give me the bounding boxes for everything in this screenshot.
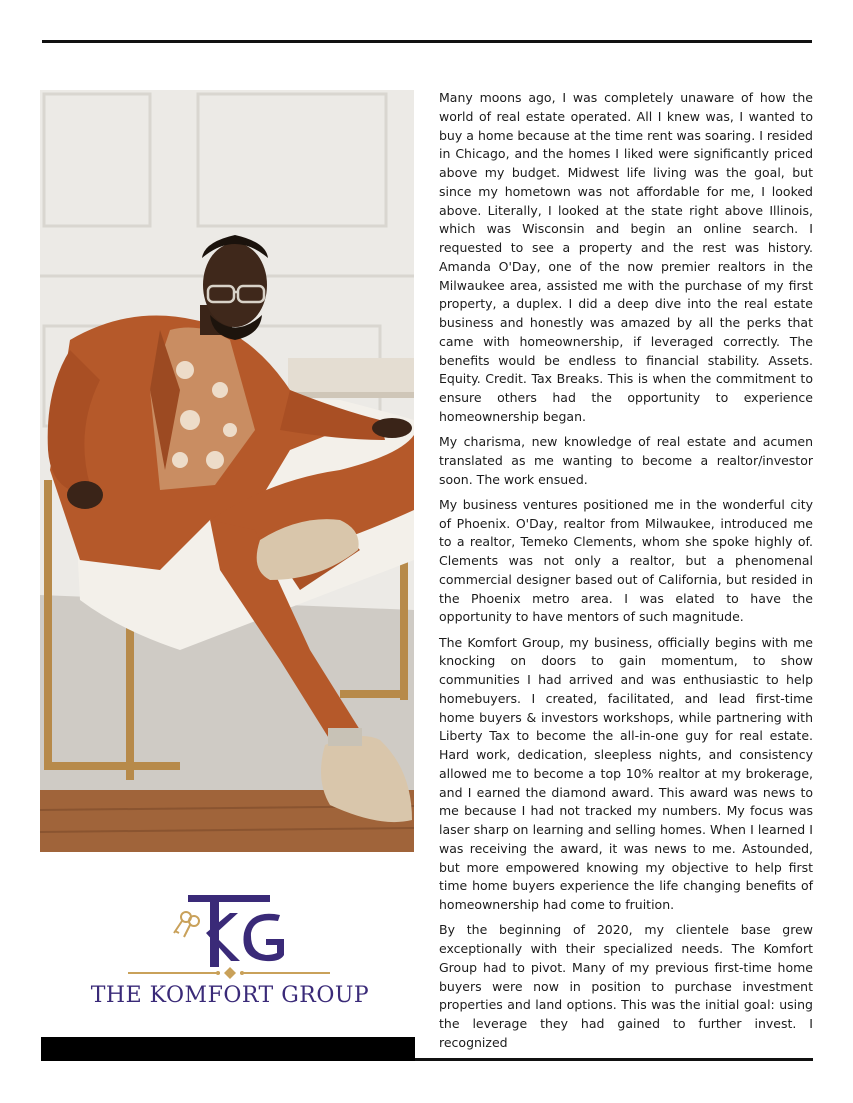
paragraph: The Komfort Group, my business, officially begins with me knocking on doors to gain momentum, to show communities I had arrived and was enthusiastic to help homebuyers. I created, facilitated, and lead first-time home buyers & investors workshops, while partnering with Liberty Tax to become the all-in-one guy for real estate. Hard work, dedication, sleepless nights, and consistency allowed me to become a top 10% realtor at my brokerage, and I earned the diamond award. This award was news to me because I had not tracked my numbers. My focus was laser sharp on learning and selling homes. When I learned I was receiving the award, it was news to me. Astounded, but more empowered knowing my objective to help first time home buyers experience the life changing benefits of homeownership had come to fruition. <box>439 634 813 912</box>
paragraph: Many moons ago, I was completely unaware of how the world of real estate operated. All I knew was, I wanted to buy a home because at the time rent was soaring. I resided in Chicago, and the homes I liked were significantly priced above my budget. Midwest life living was the goal, but since my hometown was not affordable for me, I looked above. Literally, I looked at the state right above Illinois, which was Wisconsin and begin an online search. I requested to see a property and the rest was history. Amanda O'Day, one of the now premier realtors in the Milwaukee area, assisted me with the purchase of my first property, a duplex. I did a deep dive into the real estate business and honestly was amazed by all the perks that came with homeownership, if leveraged correctly. The benefits would be endless to financial stability. Assets. Equity. Credit. Tax Breaks. This is when the commitment to ensure others had the opportunity to experience homeownership began. <box>439 90 813 424</box>
company-name: THE KOMFORT GROUP <box>90 983 370 1008</box>
article-body <box>439 89 813 1059</box>
paragraph: By the beginning of 2020, my clientele base grew exceptionally with their specialized needs. The Komfort Group had to pivot. Many of my previous first-time home buyers were now in position to purchase investment properties and land options. This was the initial goal: using the leverage they had gained to further invest. I recognized <box>439 922 813 1050</box>
paragraph: My business ventures positioned me in the wonderful city of Phoenix. O'Day, realtor from Milwaukee, introduced me to a realtor, Temeko Clements, whom she spoke highly of. Clements was not only a realtor, but a phenomenal commercial designer based out of California, but resided in the Phoenix metro area. I was elated to have the opportunity to have mentors of such magnitude. <box>439 496 813 625</box>
footer-rule <box>415 1058 813 1061</box>
portrait-illustration <box>40 90 414 852</box>
top-rule <box>42 40 812 43</box>
footer-black-bar <box>41 1037 415 1061</box>
company-logo <box>80 885 380 1015</box>
portrait-photo <box>40 90 414 852</box>
tkg-monogram-icon <box>80 885 380 985</box>
paragraph: My charisma, new knowledge of real estate and acumen translated as me wanting to become a realtor/investor soon. The work ensued. <box>439 434 813 487</box>
